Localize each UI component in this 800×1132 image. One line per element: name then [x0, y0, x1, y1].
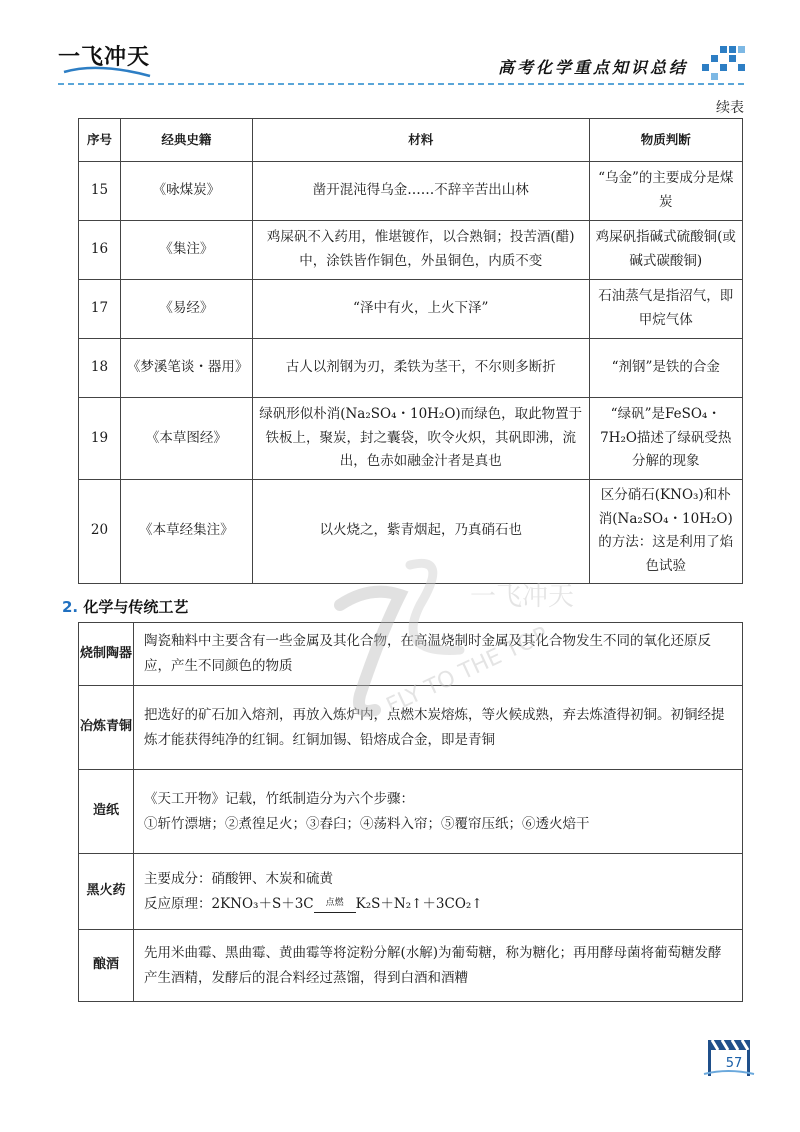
row-material: 凿开混沌得乌金……不辞辛苦出山林 [252, 162, 589, 221]
table-row [79, 339, 743, 398]
row-no: 20 [79, 480, 121, 584]
col-header-material: 材料 [252, 119, 589, 162]
table-row [79, 162, 743, 221]
craft-text-line: 《天工开物》记载，竹纸制造分为六个步骤： [144, 790, 414, 807]
watermark-en-text: FLY TO THE TOP [382, 622, 552, 720]
section-title-text: 化学与传统工艺 [83, 598, 189, 616]
row-judgement: “绿矾”是FeSO₄・7H₂O描述了绿矾受热分解的现象 [589, 398, 743, 480]
classics-table [78, 118, 743, 584]
equation-reactants: 2KNO₃＋S＋3C [211, 895, 314, 912]
row-material: 鸡屎矾不入药用，惟堪镀作，以合熟铜；投苦酒(醋)中，涂铁皆作铜色，外虽铜色，内质不变 [252, 221, 589, 280]
craft-label: 造纸 [79, 770, 134, 854]
table-header-row [79, 119, 743, 162]
reaction-condition: 点燃 [325, 897, 344, 908]
craft-text: 陶瓷釉料中主要含有一些金属及其化合物，在高温烧制时金属及其化合物发生不同的氧化还原反应，产生不同颜色的物质 [134, 623, 743, 686]
table-row [79, 280, 743, 339]
header-checker-icon [702, 46, 748, 80]
craft-text [134, 854, 743, 930]
craft-label: 烧制陶器 [79, 623, 134, 686]
craft-label: 冶炼青铜 [79, 686, 134, 770]
crafts-table [78, 622, 743, 1002]
row-judgement: 区分硝石(KNO₃)和朴消(Na₂SO₄・10H₂O)的方法：这是利用了焰色试验 [589, 480, 743, 584]
row-no: 19 [79, 398, 121, 480]
row-book: 《梦溪笔谈・器用》 [120, 339, 252, 398]
craft-text: 先用米曲霉、黑曲霉、黄曲霉等将淀粉分解(水解)为葡萄糖，称为糖化；再用酵母菌将葡萄糖发酵产生酒精，发酵后的混合料经过蒸馏，得到白酒和酒糟 [134, 930, 743, 1002]
row-judgement: “乌金”的主要成分是煤炭 [589, 162, 743, 221]
craft-label: 黑火药 [79, 854, 134, 930]
row-material: 古人以剂钢为刃，柔铁为茎干，不尔则多断折 [252, 339, 589, 398]
table-row [79, 623, 743, 686]
section-title [62, 596, 188, 617]
header-dashed-rule [58, 83, 744, 85]
table-row [79, 221, 743, 280]
craft-text-line: 主要成分：硝酸钾、木炭和硫黄 [144, 870, 333, 887]
brand-swoosh-icon [58, 50, 158, 80]
craft-text [134, 770, 743, 854]
equation-products: K₂S＋N₂↑＋3CO₂↑ [355, 895, 483, 912]
table-row [79, 480, 743, 584]
row-book: 《易经》 [120, 280, 252, 339]
reaction-arrow [314, 895, 356, 914]
table-row [79, 398, 743, 480]
craft-label: 酿酒 [79, 930, 134, 1002]
brand-logo: 一飞冲天 [58, 45, 151, 70]
row-no: 15 [79, 162, 121, 221]
craft-text-line: ①斩竹漂塘；②煮徨足火；③舂臼；④荡料入帘；⑤覆帘压纸；⑥透火焙干 [144, 815, 590, 832]
row-no: 16 [79, 221, 121, 280]
row-book: 《集注》 [120, 221, 252, 280]
table-row [79, 854, 743, 930]
table-row [79, 686, 743, 770]
header-title: 高考化学重点知识总结 [498, 58, 689, 77]
row-judgement: 石油蒸气是指沼气，即甲烷气体 [589, 280, 743, 339]
row-material: 绿矾形似朴消(Na₂SO₄・10H₂O)而绿色，取此物置于铁板上，聚炭，封之囊袋，吹令火炽，其矾即沸，流出，色赤如融金汁者是真也 [252, 398, 589, 480]
row-book: 《咏煤炭》 [120, 162, 252, 221]
row-no: 17 [79, 280, 121, 339]
craft-text: 把选好的矿石加入熔剂，再放入炼炉内，点燃木炭熔炼，等火候成熟，弃去炼渣得初铜。初铜经提炼才能获得纯净的红铜。红铜加锡、铅熔成合金，即是青铜 [134, 686, 743, 770]
row-material: “泽中有火，上火下泽” [252, 280, 589, 339]
row-judgement: “剂钢”是铁的合金 [589, 339, 743, 398]
watermark-cn-text: 一飞冲天 [470, 582, 575, 612]
equation-prefix: 反应原理： [144, 895, 212, 912]
table-row [79, 770, 743, 854]
continued-label: 续表 [716, 100, 744, 116]
row-judgement: 鸡屎矾指碱式硫酸铜(或碱式碳酸铜) [589, 221, 743, 280]
row-book: 《本草经集注》 [120, 480, 252, 584]
section-number: 2. [62, 598, 79, 616]
col-header-book: 经典史籍 [120, 119, 252, 162]
col-header-judgement: 物质判断 [589, 119, 743, 162]
reaction-equation [144, 892, 732, 917]
row-material: 以火烧之，紫青烟起，乃真硝石也 [252, 480, 589, 584]
page-number: 57 [725, 1056, 743, 1071]
table-row [79, 930, 743, 1002]
row-no: 18 [79, 339, 121, 398]
row-book: 《本草图经》 [120, 398, 252, 480]
col-header-no: 序号 [79, 119, 121, 162]
